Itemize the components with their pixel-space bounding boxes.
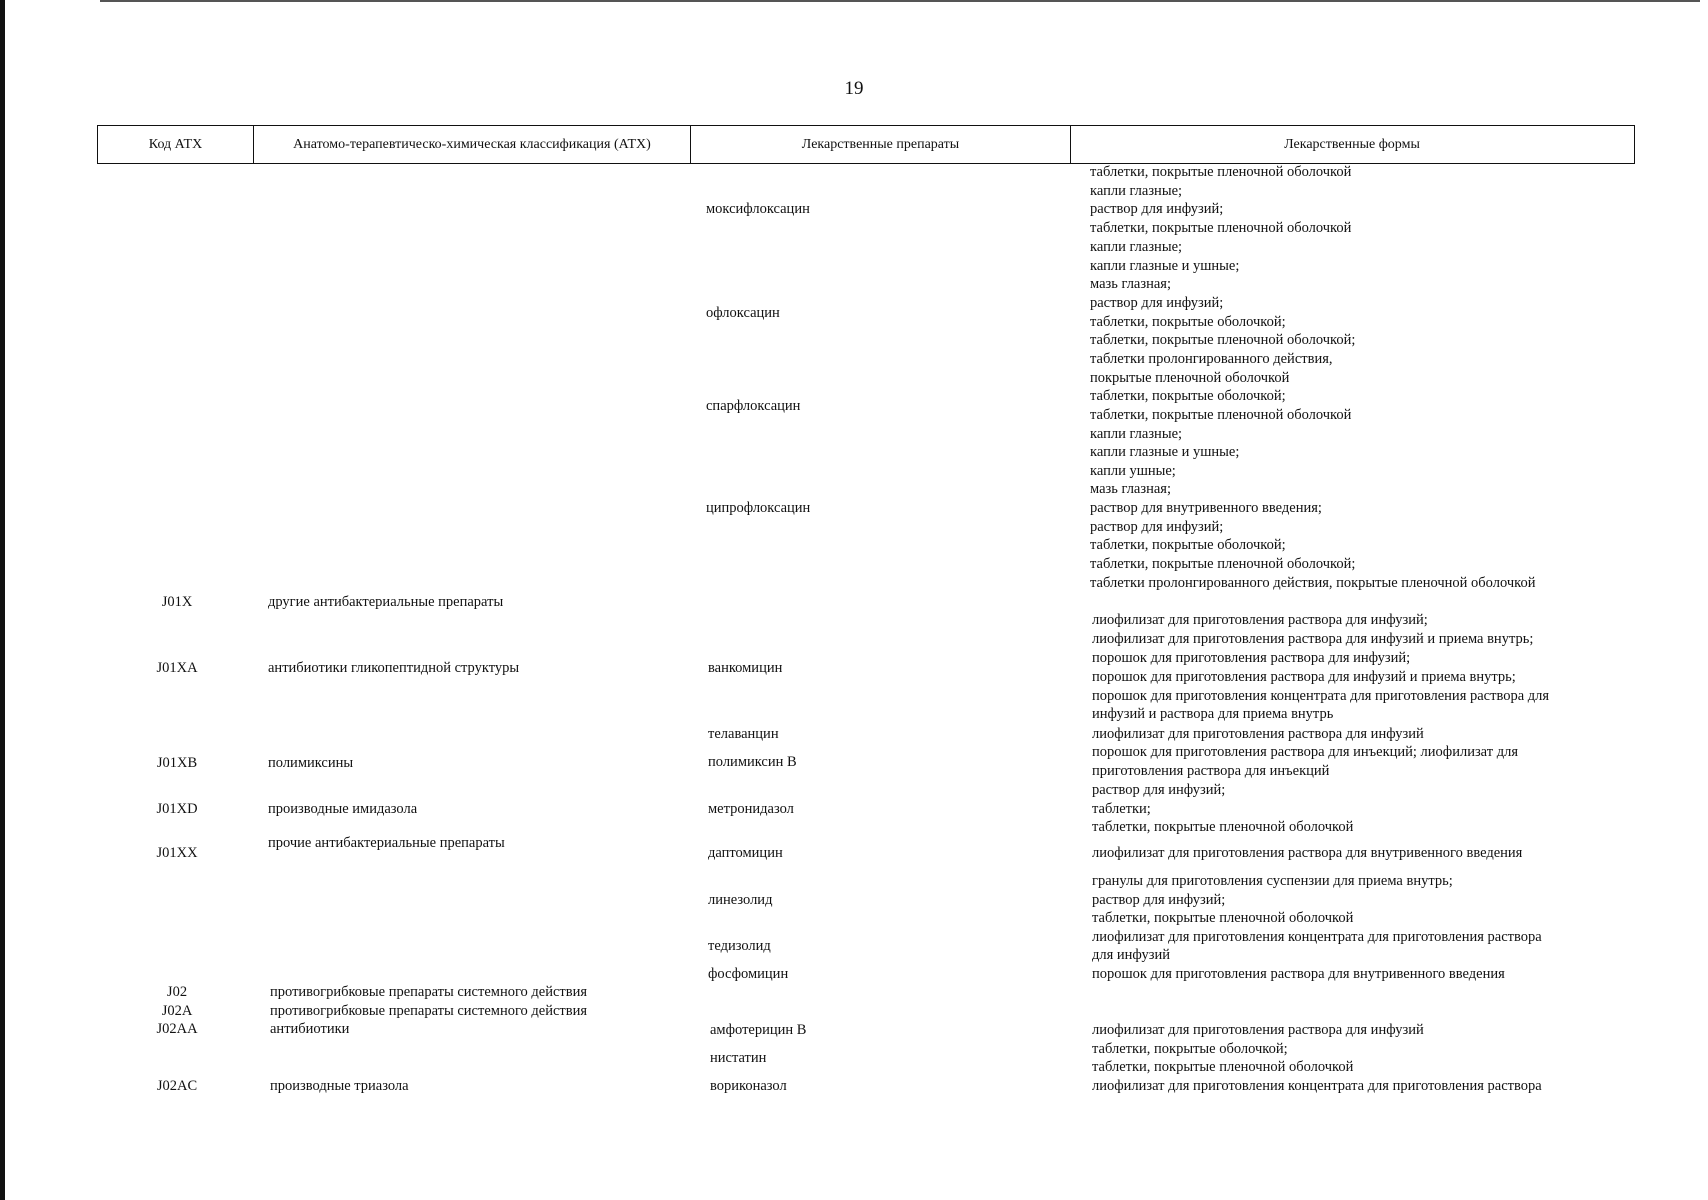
dosage-form-line: для инфузий [1092, 947, 1170, 963]
dosage-form-line: капли глазные; [1090, 183, 1183, 199]
dosage-form-line: порошок для приготовления раствора для инъекций; лиофилизат для [1092, 744, 1518, 760]
scan-left-edge [0, 0, 5, 1200]
atc-classification: противогрибковые препараты системного действия [270, 984, 588, 1000]
atc-classification: антибиотики [270, 1021, 350, 1037]
dosage-form-line: таблетки, покрытые пленочной оболочкой [1092, 910, 1354, 926]
dosage-form-line: гранулы для приготовления суспензии для приема внутрь; [1092, 873, 1453, 889]
dosage-form-line: таблетки, покрытые пленочной оболочкой [1090, 220, 1352, 236]
header-drugs: Лекарственные препараты [690, 126, 1070, 163]
page-number: 19 [844, 78, 864, 99]
dosage-form-line: порошок для приготовления раствора для инфузий; [1092, 650, 1411, 666]
dosage-form-line: капли глазные; [1090, 426, 1183, 442]
dosage-form-line: лиофилизат для приготовления раствора для внутривенного введения [1092, 845, 1523, 861]
dosage-form-line: таблетки, покрытые оболочкой; [1090, 388, 1286, 404]
header-forms: Лекарственные формы [1070, 126, 1633, 163]
dosage-form-line: таблетки, покрытые пленочной оболочкой [1092, 1059, 1354, 1075]
atc-code: J02A [161, 1003, 193, 1019]
drug-name: полимиксин В [708, 754, 797, 770]
drug-name: амфотерицин В [710, 1022, 807, 1038]
dosage-form-line: мазь глазная; [1090, 481, 1171, 497]
drug-name: телаванцин [708, 726, 779, 742]
drug-name: фосфомицин [708, 966, 789, 982]
atc-classification: прочие антибактериальные препараты [268, 835, 505, 851]
dosage-form-line: порошок для приготовления раствора для инфузий и приема внутрь; [1092, 669, 1516, 685]
dosage-form-line: таблетки; [1092, 801, 1151, 817]
dosage-form-line: лиофилизат для приготовления концентрата для приготовления раствора [1092, 1078, 1542, 1094]
dosage-form-line: таблетки, покрытые оболочкой; [1090, 537, 1286, 553]
dosage-form-line: таблетки, покрытые оболочкой; [1092, 1041, 1288, 1057]
header-code: Код АТХ [148, 136, 203, 152]
atc-code: J01XX [156, 845, 198, 861]
dosage-form-line: таблетки, покрытые пленочной оболочкой; [1090, 332, 1356, 348]
atc-code: J01XA [156, 660, 198, 676]
dosage-form-line: мазь глазная; [1090, 276, 1171, 292]
dosage-form-line: лиофилизат для приготовления раствора для инфузий; [1092, 612, 1428, 628]
drug-name: нистатин [710, 1050, 767, 1066]
dosage-form-line: инфузий и раствора для приема внутрь [1092, 706, 1334, 722]
dosage-form-line: покрытые пленочной оболочкой [1090, 370, 1290, 386]
drug-name: моксифлоксацин [706, 201, 810, 217]
drug-name: линезолид [708, 892, 773, 908]
drug-name: даптомицин [708, 845, 783, 861]
table-header [97, 125, 1635, 164]
dosage-form-line: раствор для инфузий; [1092, 782, 1226, 798]
dosage-form-line: капли глазные и ушные; [1090, 258, 1240, 274]
atc-code: J02AC [156, 1078, 198, 1094]
dosage-form-line: таблетки, покрытые пленочной оболочкой [1090, 164, 1352, 180]
dosage-form-line: лиофилизат для приготовления раствора для инфузий и приема внутрь; [1092, 631, 1534, 647]
dosage-form-line: лиофилизат для приготовления раствора для инфузий [1092, 726, 1424, 742]
atc-classification: производные имидазола [268, 801, 418, 817]
header-classification: Анатомо-терапевтическо-химическая классификация (АТХ) [253, 126, 690, 163]
dosage-form-line: порошок для приготовления раствора для внутривенного введения [1092, 966, 1505, 982]
drug-name: метронидазол [708, 801, 794, 817]
drug-name: тедизолид [708, 938, 771, 954]
atc-classification: другие антибактериальные препараты [268, 594, 504, 610]
atc-classification: противогрибковые препараты системного действия [270, 1003, 588, 1019]
atc-code: J01XB [156, 755, 198, 771]
drug-name: офлоксацин [706, 305, 780, 321]
dosage-form-line: раствор для инфузий; [1090, 519, 1224, 535]
atc-code: J01X [161, 594, 193, 610]
drug-name: ципрофлоксацин [706, 500, 811, 516]
dosage-form-line: таблетки пролонгированного действия, покрытые пленочной оболочкой [1090, 575, 1536, 591]
dosage-form-line: таблетки, покрытые оболочкой; [1090, 314, 1286, 330]
atc-classification: полимиксины [268, 755, 354, 771]
dosage-form-line: раствор для инфузий; [1090, 201, 1224, 217]
atc-code: J01XD [156, 801, 198, 817]
dosage-form-line: таблетки, покрытые пленочной оболочкой; [1090, 556, 1356, 572]
dosage-form-line: таблетки, покрытые пленочной оболочкой [1090, 407, 1352, 423]
atc-classification: производные триазола [270, 1078, 409, 1094]
drug-name: вориконазол [710, 1078, 787, 1094]
drug-name: спарфлоксацин [706, 398, 801, 414]
atc-code: J02AA [156, 1021, 198, 1037]
dosage-form-line: таблетки пролонгированного действия, [1090, 351, 1333, 367]
dosage-form-line: капли глазные; [1090, 239, 1183, 255]
scan-top-edge [100, 0, 1700, 2]
dosage-form-line: капли глазные и ушные; [1090, 444, 1240, 460]
atc-classification: антибиотики гликопептидной структуры [268, 660, 520, 676]
dosage-form-line: раствор для инфузий; [1090, 295, 1224, 311]
dosage-form-line: раствор для внутривенного введения; [1090, 500, 1322, 516]
dosage-form-line: порошок для приготовления концентрата для приготовления раствора для [1092, 688, 1550, 704]
dosage-form-line: лиофилизат для приготовления раствора для инфузий [1092, 1022, 1424, 1038]
dosage-form-line: таблетки, покрытые пленочной оболочкой [1092, 819, 1354, 835]
dosage-form-line: лиофилизат для приготовления концентрата для приготовления раствора [1092, 929, 1542, 945]
dosage-form-line: капли ушные; [1090, 463, 1176, 479]
dosage-form-line: приготовления раствора для инъекций [1092, 763, 1330, 779]
atc-code: J02 [166, 984, 188, 1000]
dosage-form-line: раствор для инфузий; [1092, 892, 1226, 908]
drug-name: ванкомицин [708, 660, 783, 676]
